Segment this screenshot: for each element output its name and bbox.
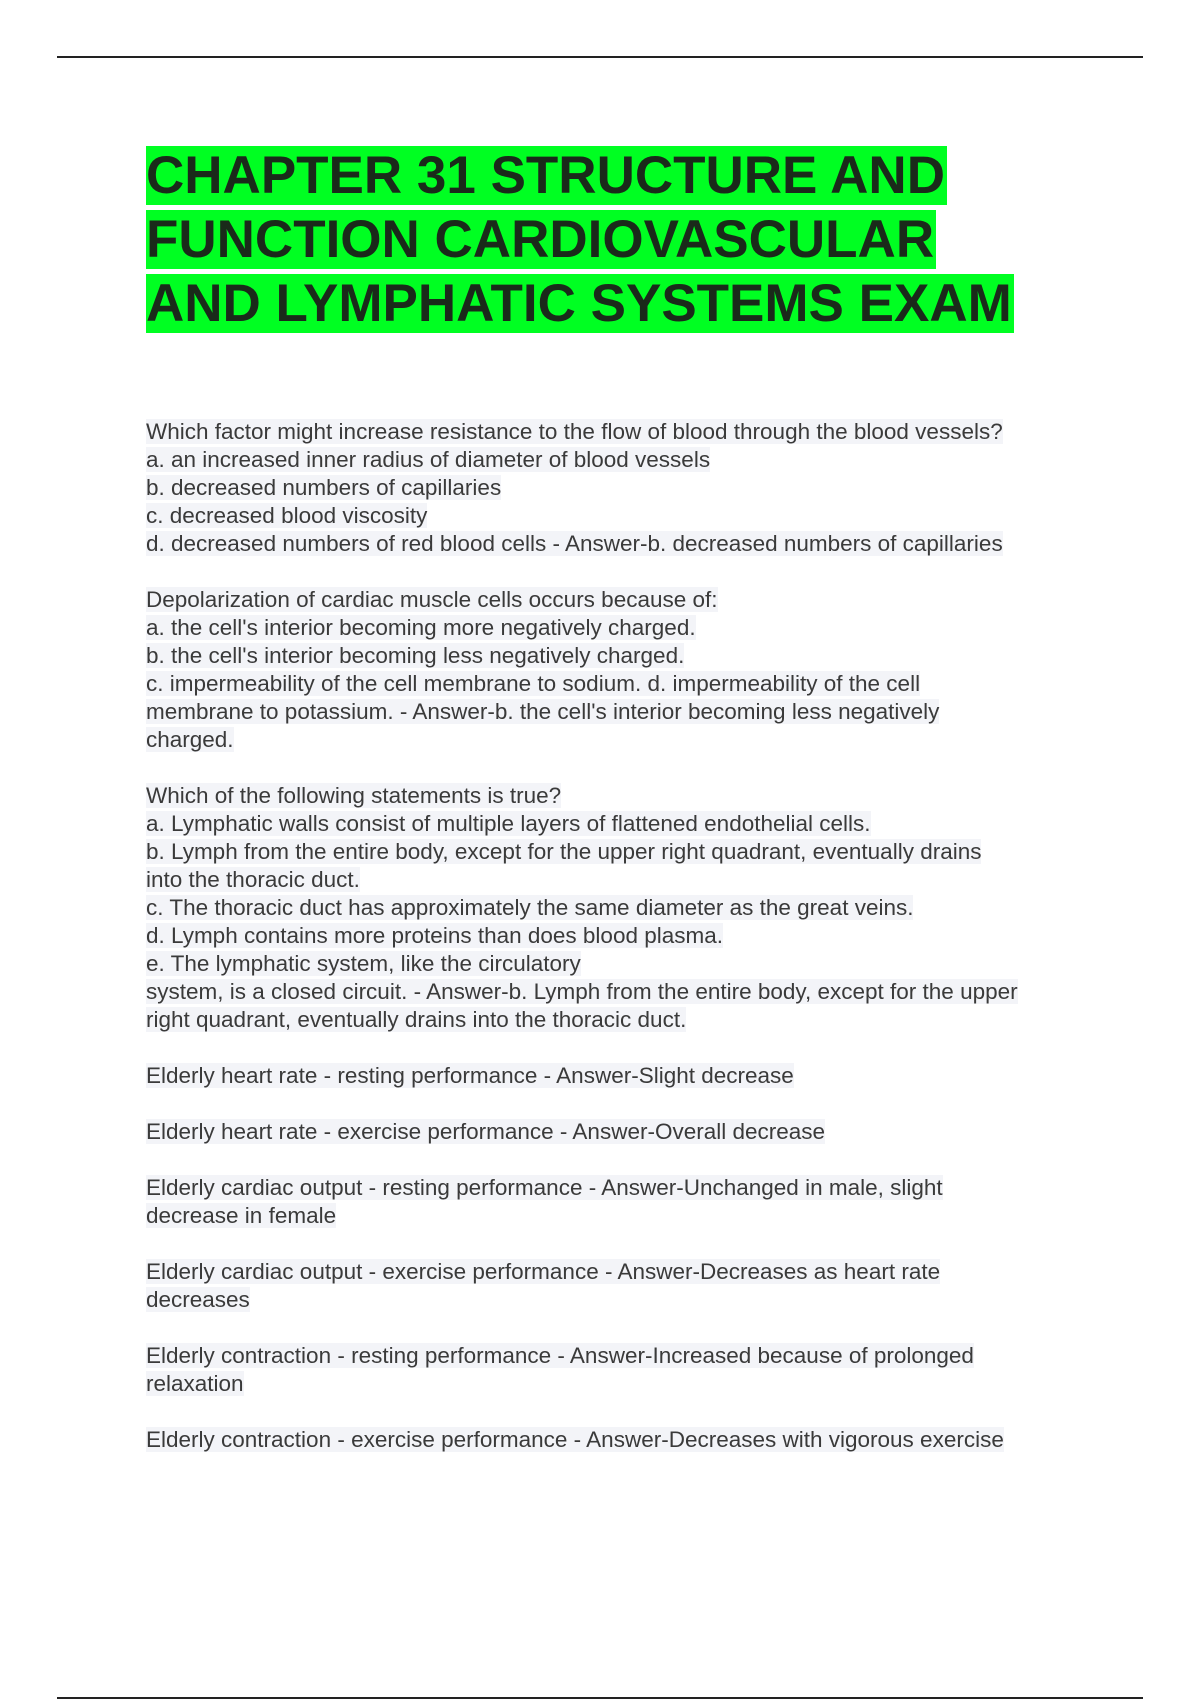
title-line: FUNCTION CARDIOVASCULAR — [146, 210, 935, 269]
question-line — [146, 922, 1101, 950]
question-line-text: decrease in female — [146, 1203, 337, 1228]
question-line-text: into the thoracic duct. — [146, 867, 360, 892]
question-block — [146, 1118, 1101, 1146]
question-line — [146, 642, 1101, 670]
question-line — [146, 726, 1101, 754]
question-line-text: relaxation — [146, 1371, 244, 1396]
question-line — [146, 1370, 1101, 1398]
question-line — [146, 670, 1101, 698]
question-line — [146, 1426, 1101, 1454]
question-line — [146, 698, 1101, 726]
title-line: AND LYMPHATIC SYSTEMS EXAM — [146, 274, 1012, 333]
block-spacer — [146, 1034, 1101, 1062]
question-line-text: b. the cell's interior becoming less negatively charged. — [146, 643, 685, 668]
question-block — [146, 782, 1101, 1034]
question-line-text: c. decreased blood viscosity — [146, 503, 428, 528]
question-block — [146, 1342, 1101, 1398]
question-line-text: c. The thoracic duct has approximately the same diameter as the great veins. — [146, 895, 914, 920]
question-line-text: Elderly contraction - exercise performance - Answer-Decreases with vigorous exercise — [146, 1427, 1004, 1452]
question-line-text: Elderly contraction - resting performance - Answer-Increased because of prolonged — [146, 1343, 974, 1368]
question-block — [146, 1174, 1101, 1230]
question-line-text: Which factor might increase resistance to the flow of blood through the blood vessels? — [146, 419, 1003, 444]
block-spacer — [146, 1398, 1101, 1426]
question-line — [146, 418, 1101, 446]
question-line — [146, 474, 1101, 502]
block-spacer — [146, 1230, 1101, 1258]
question-line-text: a. the cell's interior becoming more negatively charged. — [146, 615, 696, 640]
question-line — [146, 614, 1101, 642]
question-line — [146, 978, 1101, 1006]
question-line — [146, 950, 1101, 978]
question-line — [146, 530, 1101, 558]
question-block — [146, 1062, 1101, 1090]
question-line-text: Elderly heart rate - exercise performance - Answer-Overall decrease — [146, 1119, 826, 1144]
block-spacer — [146, 1090, 1101, 1118]
question-line-text: charged. — [146, 727, 234, 752]
question-line-text: a. Lymphatic walls consist of multiple layers of flattened endothelial cells. — [146, 811, 871, 836]
question-line — [146, 1202, 1101, 1230]
question-line — [146, 1286, 1101, 1314]
question-line — [146, 838, 1101, 866]
question-line-text: Elderly heart rate - resting performance - Answer-Slight decrease — [146, 1063, 794, 1088]
question-line-text: decreases — [146, 1287, 250, 1312]
question-line — [146, 810, 1101, 838]
question-line — [146, 1118, 1101, 1146]
question-line-text: Elderly cardiac output - resting performance - Answer-Unchanged in male, slight — [146, 1175, 943, 1200]
question-line — [146, 894, 1101, 922]
question-line-text: d. decreased numbers of red blood cells - Answer-b. decreased numbers of capillaries — [146, 531, 1003, 556]
block-spacer — [146, 558, 1101, 586]
question-line — [146, 1062, 1101, 1090]
bottom-divider — [57, 1697, 1143, 1699]
question-line-text: d. Lymph contains more proteins than does blood plasma. — [146, 923, 724, 948]
question-block — [146, 1426, 1101, 1454]
question-line-text: a. an increased inner radius of diameter of blood vessels — [146, 447, 711, 472]
question-line — [146, 1258, 1101, 1286]
question-line — [146, 1006, 1101, 1034]
document-title — [146, 144, 1146, 336]
question-list — [146, 418, 1101, 1454]
question-block — [146, 586, 1101, 754]
question-line — [146, 1174, 1101, 1202]
question-line — [146, 502, 1101, 530]
question-line-text: right quadrant, eventually drains into the thoracic duct. — [146, 1007, 687, 1032]
block-spacer — [146, 1146, 1101, 1174]
question-block — [146, 418, 1101, 558]
question-line — [146, 866, 1101, 894]
question-line-text: e. The lymphatic system, like the circulatory — [146, 951, 581, 976]
question-line-text: b. Lymph from the entire body, except for the upper right quadrant, eventually drains — [146, 839, 982, 864]
title-line: CHAPTER 31 STRUCTURE AND — [146, 146, 945, 205]
top-divider — [57, 56, 1143, 58]
question-line-text: c. impermeability of the cell membrane to sodium. d. impermeability of the cell — [146, 671, 921, 696]
question-block — [146, 1258, 1101, 1314]
question-line-text: Which of the following statements is true? — [146, 783, 562, 808]
question-line-text: Elderly cardiac output - exercise performance - Answer-Decreases as heart rate — [146, 1259, 941, 1284]
question-line-text: b. decreased numbers of capillaries — [146, 475, 502, 500]
block-spacer — [146, 1314, 1101, 1342]
question-line-text: Depolarization of cardiac muscle cells occurs because of: — [146, 587, 718, 612]
block-spacer — [146, 754, 1101, 782]
question-line — [146, 586, 1101, 614]
question-line-text: membrane to potassium. - Answer-b. the cell's interior becoming less negatively — [146, 699, 940, 724]
question-line — [146, 446, 1101, 474]
question-line — [146, 1342, 1101, 1370]
question-line-text: system, is a closed circuit. - Answer-b. Lymph from the entire body, except for the upper — [146, 979, 1018, 1004]
question-line — [146, 782, 1101, 810]
